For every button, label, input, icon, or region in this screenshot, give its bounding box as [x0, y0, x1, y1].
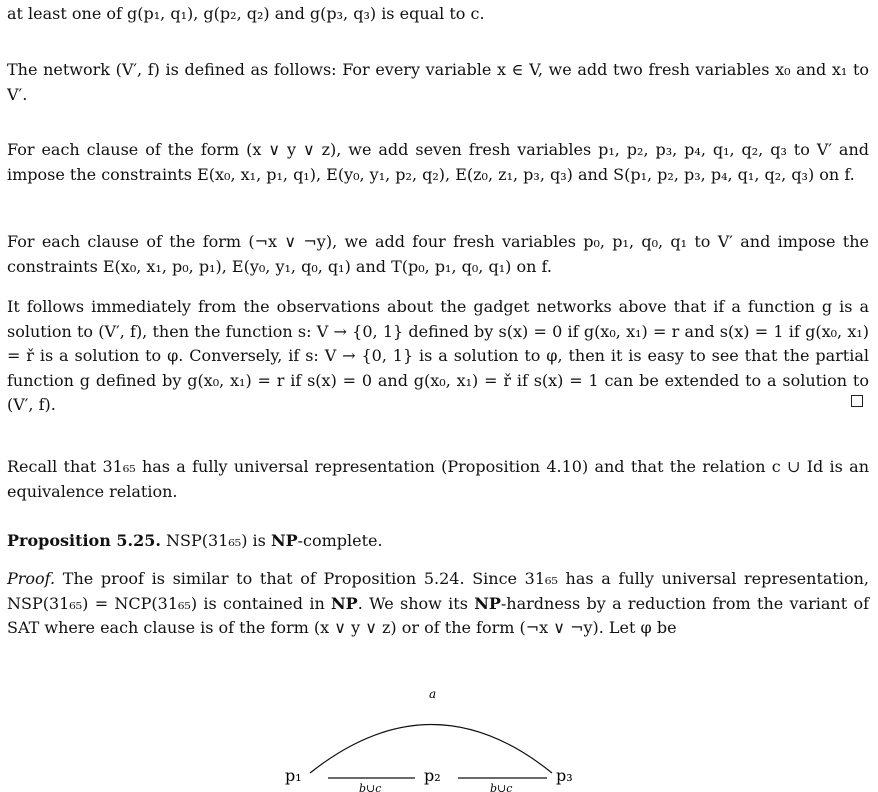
- proof-label: Proof.: [7, 569, 56, 588]
- proof-np-2: NP: [474, 593, 501, 613]
- proposition-label: Proposition 5.25.: [7, 531, 161, 550]
- arc-label: a: [429, 687, 437, 701]
- proof-text-a: The proof is similar to that of Proposition 5.24. Since 31₆₅ has a fully universal representation, NSP(31₆₅) = NCP(31₆₅) is contained in: [7, 569, 869, 613]
- proof-text-b: . We show its: [357, 593, 475, 613]
- proposition-np: NP: [270, 531, 298, 550]
- proof-np-1: NP: [331, 593, 358, 613]
- paragraph-clause-three: For each clause of the form (x ∨ y ∨ z), we add seven fresh variables p₁, p₂, p₃, p₄, q₁, q₂, q₃ to V′ and impose the constraints E(x₀, x₁, p₁, q₁), E(y₀, y₁, p₂, q₂), E(z₀, z₁, p₃, q₃) and S(p₁, p₂, p₃, p₄, q₁, q₂, q₃) on f.: [7, 140, 869, 184]
- paragraph-follows: It follows immediately from the observations about the gadget networks above that if a function g is a solution to (V′, f), then the function s: V → {0, 1} defined by s(x) = 0 if g(x₀, x₁) = r and s(x) = 1 if g(x₀, x₁) = ř is a solution to φ. Conversely, if s: V → {0, 1} is a solution to φ, then it is easy to see that the partial function g defined by g(x₀, x₁) = r if s(x) = 0 and g(x₀, x₁) = ř if s(x) = 1 can be extended to a solution to (V′, f).: [7, 297, 869, 414]
- edge-label-p1-p2: b∪c: [359, 782, 382, 792]
- node-p2: p₂: [424, 766, 441, 785]
- proof-text-c: -hardness by a reduction from the variant of SAT where each clause is of the form (x ∨ y ∨ z) or of the form (¬x ∨ ¬y). Let φ be: [7, 593, 870, 637]
- node-p3: p₃: [556, 766, 573, 785]
- edge-label-p2-p3: b∪c: [490, 782, 513, 792]
- top-line: at least one of g(p₁, q₁), g(p₂, q₂) and g(p₃, q₃) is equal to c.: [7, 4, 485, 23]
- proposition: [7, 529, 869, 554]
- node-p1: p₁: [285, 766, 302, 785]
- gadget-figure: [7, 640, 869, 792]
- paragraph-recall: Recall that 31₆₅ has a fully universal representation (Proposition 4.10) and that the relation c ∪ Id is an equivalence relation.: [7, 457, 869, 501]
- proposition-text-pre: NSP(31₆₅) is: [160, 531, 271, 550]
- paragraph-network: The network (V′, f) is defined as follows: For every variable x ∈ V, we add two fresh variables x₀ and x₁ to V′.: [7, 60, 869, 104]
- proposition-text-post: -complete.: [297, 531, 383, 550]
- paper-page: [7, 0, 869, 792]
- paragraph-clause-two: For each clause of the form (¬x ∨ ¬y), we add four fresh variables p₀, p₁, q₀, q₁ to V′ and impose the constraints E(x₀, x₁, p₀, p₁), E(y₀, y₁, q₀, q₁) and T(p₀, p₁, q₀, q₁) on f.: [7, 232, 869, 276]
- proof-paragraph: [7, 567, 869, 641]
- qed-symbol: [851, 395, 863, 407]
